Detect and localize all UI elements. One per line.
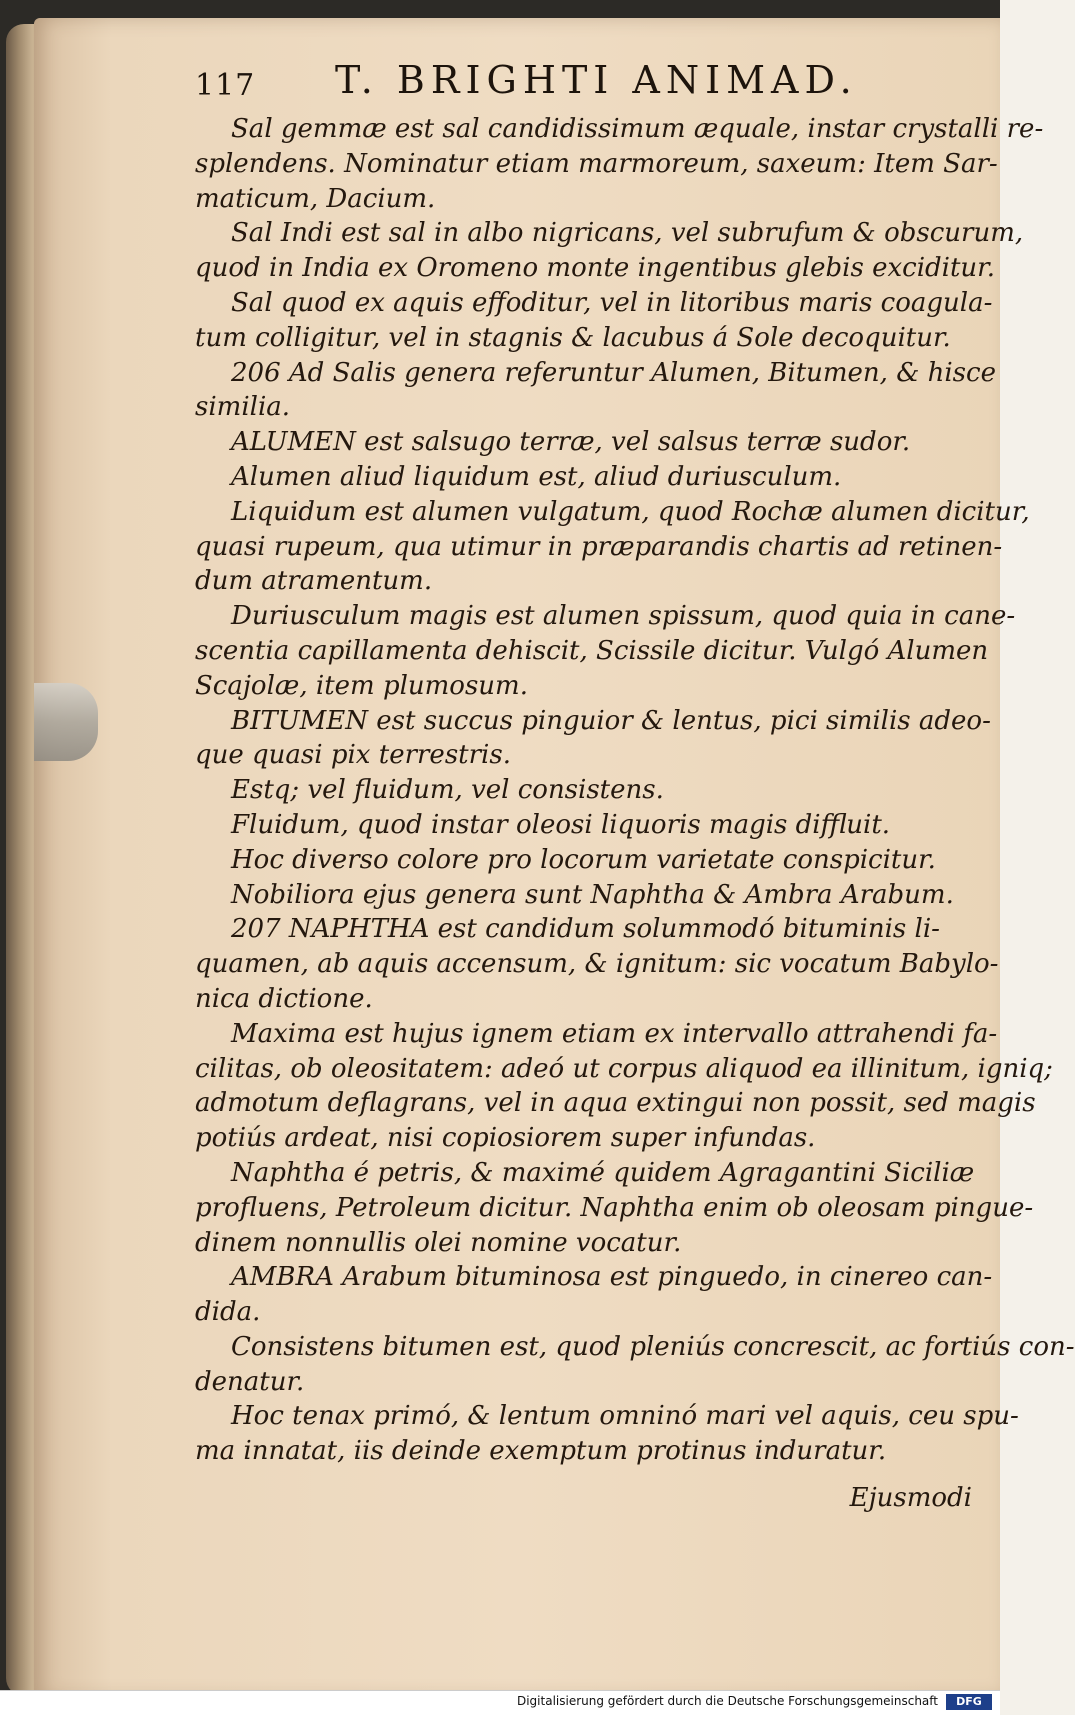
running-head: T. BRIGHTI ANIMAD. — [335, 58, 858, 102]
text-line: Liquidum est alumen vulgatum, quod Rochæ alumen dicitur, — [231, 496, 1030, 527]
text-line: Scajolæ, item plumosum. — [195, 670, 528, 701]
text-line: Fluidum, quod instar oleosi liquoris magis diffluit. — [231, 809, 891, 840]
text-line: scentia capillamenta dehiscit, Scissile dicitur. Vulgó Alumen — [195, 635, 989, 666]
digitization-footer — [0, 1690, 1000, 1715]
text-line: tum colligitur, vel in stagnis & lacubus á Sole decoquitur. — [195, 322, 951, 353]
text-line: quasi rupeum, qua utimur in præparandis chartis ad retinen- — [195, 531, 1003, 562]
text-line: Maxima est hujus ignem etiam ex intervallo attrahendi fa- — [231, 1018, 998, 1049]
catchword: Ejusmodi — [849, 1483, 972, 1513]
text-line: splendens. Nominatur etiam marmoreum, saxeum: Item Sar- — [195, 148, 998, 179]
book-clasp — [34, 683, 98, 761]
text-line: similia. — [195, 392, 291, 423]
text-line: quod in India ex Oromeno monte ingentibus glebis exciditur. — [195, 253, 996, 284]
text-line: Alumen aliud liquidum est, aliud duriusculum. — [231, 461, 842, 492]
text-line: dida. — [195, 1297, 261, 1328]
page-header — [195, 58, 975, 110]
text-line: denatur. — [195, 1366, 305, 1397]
page-number: 117 — [195, 68, 256, 103]
text-line: Naphtha é petris, & maximé quidem Agragantini Siciliæ — [231, 1157, 975, 1188]
text-line: Nobiliora ejus genera sunt Naphtha & Ambra Arabum. — [231, 879, 954, 910]
text-line: quamen, ab aquis accensum, & ignitum: sic vocatum Babylo- — [195, 949, 999, 980]
text-line: BITUMEN est succus pinguior & lentus, pici similis adeo- — [231, 705, 991, 736]
dfg-logo: DFG — [946, 1694, 992, 1710]
text-line: 206 Ad Salis genera referuntur Alumen, Bitumen, & hisce — [231, 357, 996, 388]
text-line: dinem nonnullis olei nomine vocatur. — [195, 1227, 682, 1258]
text-line: ma innatat, iis deinde exemptum protinus induratur. — [195, 1436, 887, 1467]
text-line: cilitas, ob oleositatem: adeó ut corpus aliquod ea illinitum, igniq; — [195, 1053, 1053, 1084]
text-line: profluens, Petroleum dicitur. Naphtha enim ob oleosam pingue- — [195, 1192, 1034, 1223]
text-line: potiús ardeat, nisi copiosiorem super infundas. — [195, 1123, 816, 1154]
funding-credit: Digitalisierung gefördert durch die Deutsche Forschungsgemeinschaft — [516, 1694, 938, 1708]
text-line: Duriusculum magis est alumen spissum, quod quia in cane- — [231, 601, 1016, 632]
text-line: maticum, Dacium. — [195, 183, 436, 214]
text-line: AMBRA Arabum bituminosa est pinguedo, in cinereo can- — [231, 1262, 993, 1293]
text-line: 207 NAPHTHA est candidum solummodó bituminis li- — [231, 914, 940, 945]
text-line: que quasi pix terrestris. — [195, 740, 511, 771]
text-line: Sal Indi est sal in albo nigricans, vel subrufum & obscurum, — [231, 218, 1024, 249]
text-line: Hoc tenax primó, & lentum omninó mari vel aquis, ceu spu- — [231, 1401, 1019, 1432]
text-line: Hoc diverso colore pro locorum varietate conspicitur. — [231, 844, 936, 875]
text-block — [195, 112, 1075, 1469]
text-line: Estq; vel fluidum, vel consistens. — [231, 775, 664, 806]
text-line: Sal quod ex aquis effoditur, vel in litoribus maris coagula- — [231, 287, 993, 318]
text-line: dum atramentum. — [195, 566, 433, 597]
text-line: admotum deflagrans, vel in aqua extingui non possit, sed magis — [195, 1088, 1036, 1119]
text-line: nica dictione. — [195, 983, 373, 1014]
text-line: Consistens bitumen est, quod pleniús concrescit, ac fortiús con- — [231, 1331, 1075, 1362]
text-line: ALUMEN est salsugo terræ, vel salsus terræ sudor. — [231, 427, 911, 458]
text-line: Sal gemmæ est sal candidissimum æquale, instar crystalli re- — [231, 114, 1044, 144]
